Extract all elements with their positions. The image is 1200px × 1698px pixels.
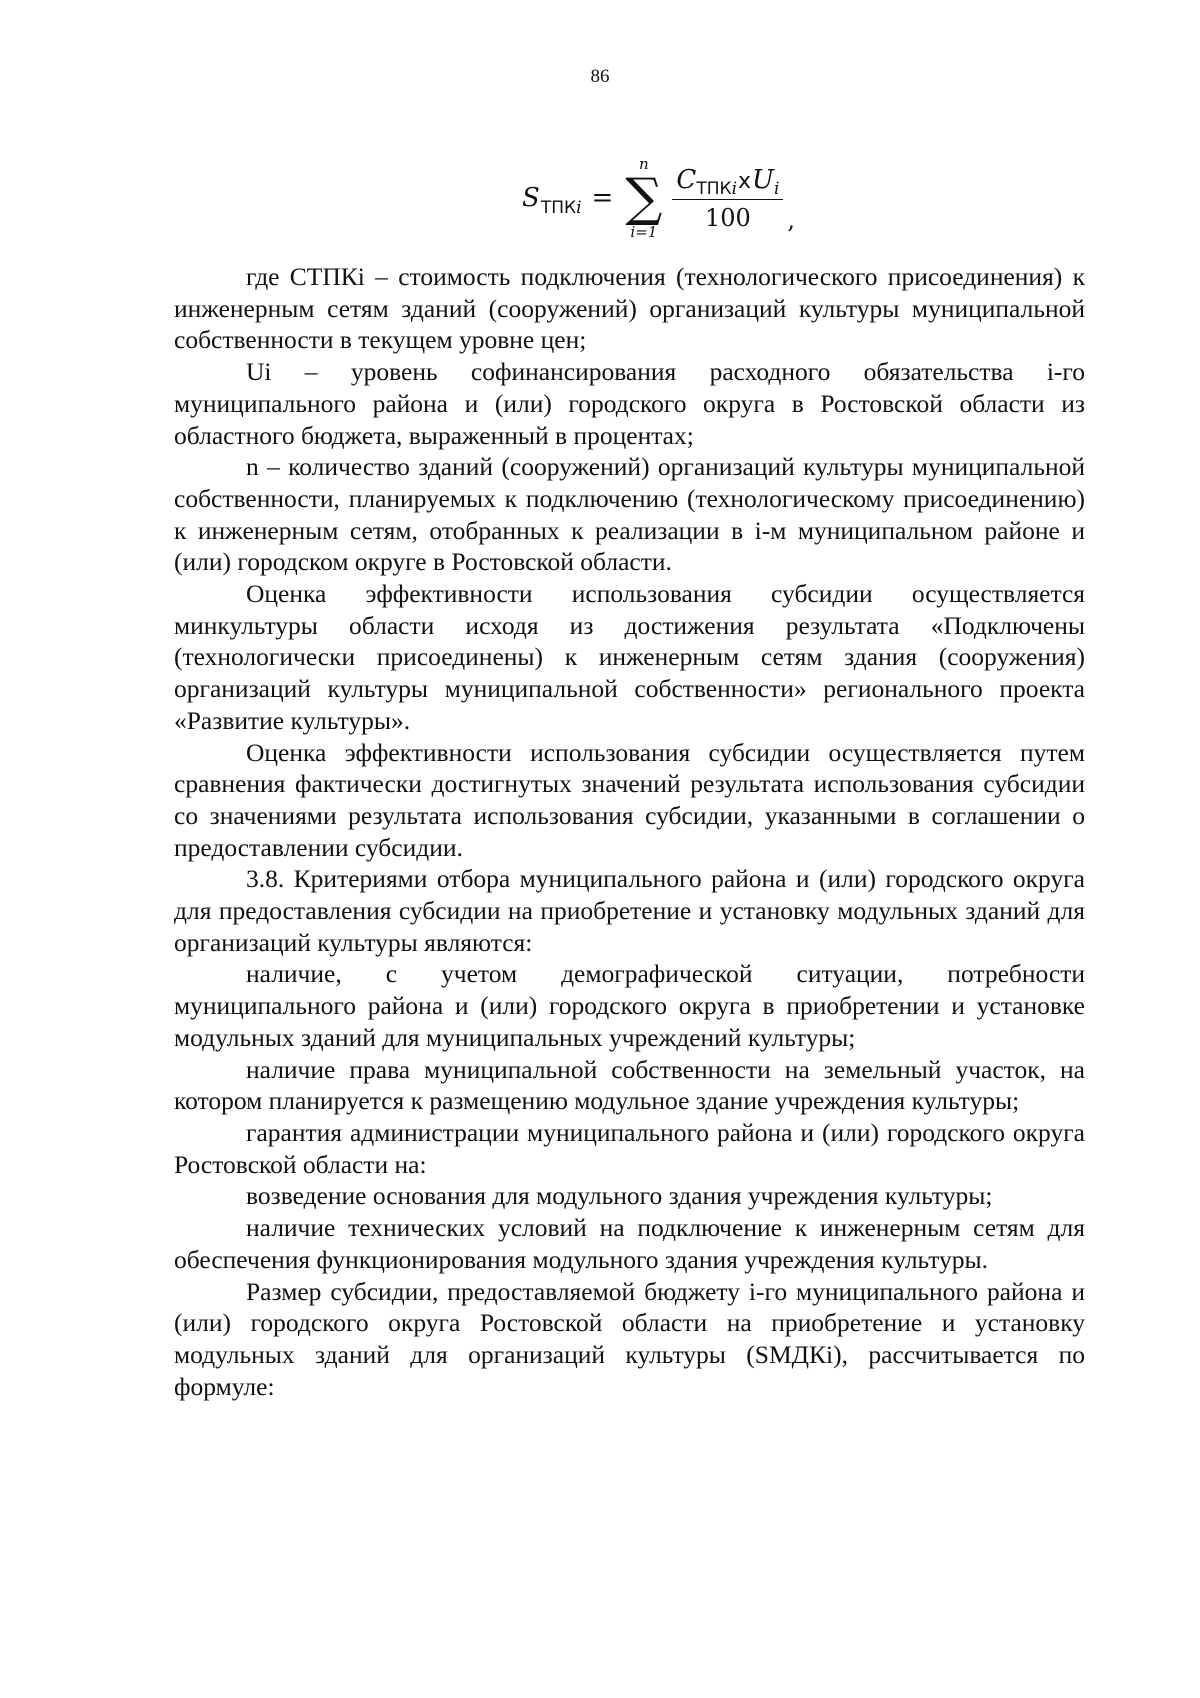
- paragraph-subsidy-size: Размер субсидии, предоставляемой бюджету i-го муниципального района и (или) городского округа Ростовской области на приобретение и установку модульных зданий для организаций культуры (SМДКi), рассчитывается по формуле:: [174, 1276, 1085, 1401]
- paragraph-criterion-demand: наличие, с учетом демографической ситуации, потребности муниципального района и (или) городского округа в приобретении и установке модульных зданий для муниципальных учреждений культуры;: [174, 959, 1085, 1052]
- paragraph-section-3-8: 3.8. Критериями отбора муниципального района и (или) городского округа для предоставления субсидии на приобретение и установку модульных зданий для организаций культуры являются:: [174, 864, 1085, 957]
- formula-lhs: [522, 183, 582, 218]
- document-body: [174, 261, 1085, 1402]
- formula-numerator-factor-index: i: [773, 178, 780, 199]
- formula-numerator-factor: U: [752, 164, 774, 195]
- formula-equals: =: [591, 183, 614, 213]
- formula-numerator-subscript-text: ТПК: [696, 178, 732, 199]
- formula-numerator-symbol: C: [676, 164, 697, 195]
- paragraph-ctpk-definition: где СТПКi – стоимость подключения (технологического присоединения) к инженерным сетям зданий (сооружений) организаций культуры муниципальной собственности в текущем уровне цен;: [174, 262, 1085, 355]
- paragraph-efficiency-assessment: Оценка эффективности использования субсидии осуществляется минкультуры области исходя из достижения результата «Подключены (технологически присоединены) к инженерным сетям здания (сооружения) организаций культуры муниципальной собственности» регионального проекта «Развитие культуры».: [174, 579, 1085, 735]
- formula-numerator-index: i: [731, 178, 738, 199]
- formula-sum-upper: n: [639, 155, 649, 173]
- formula-tpk: [522, 148, 795, 248]
- paragraph-efficiency-comparison: Оценка эффективности использования субсидии осуществляется путем сравнения фактически достигнутых значений результата использования субсидии со значениями результата использования субсидии, указанными в соглашении о предоставлении субсидии.: [174, 737, 1085, 862]
- paragraph-criterion-guarantee: гарантия администрации муниципального района и (или) городского округа Ростовской области на:: [174, 1117, 1085, 1179]
- formula-lhs-symbol: S: [522, 183, 540, 213]
- page-number: 86: [590, 66, 610, 87]
- formula-lhs-subscript-text: ТПК: [540, 198, 577, 218]
- formula-sum-symbol: ∑: [625, 168, 663, 228]
- formula-lhs-subscript: [541, 198, 582, 218]
- formula-sum-lower: i=1: [630, 223, 658, 241]
- formula-lhs-index: i: [576, 198, 582, 218]
- formula-denominator: 100: [705, 203, 751, 232]
- paragraph-criterion-land: наличие права муниципальной собственности на земельный участок, на котором планируется к размещению модульное здание учреждения культуры;: [174, 1054, 1085, 1116]
- formula-trailing-comma: ,: [787, 206, 796, 234]
- formula-numerator-subscript: [696, 179, 737, 199]
- paragraph-ui-definition: Ui – уровень софинансирования расходного обязательства i-го муниципального района и (или) городского округа в Ростовской области из областного бюджета, выраженный в процентах;: [174, 357, 1085, 450]
- paragraph-guarantee-foundation: возведение основания для модульного здания учреждения культуры;: [246, 1181, 993, 1211]
- formula-multiply-sign: x: [738, 168, 752, 194]
- paragraph-n-definition: n – количество зданий (сооружений) организаций культуры муниципальной собственности, планируемых к подключению (технологическому присоединению) к инженерным сетям, отобранных к реализации в i-м муниципальном районе и (или) городском округе в Ростовской области.: [174, 452, 1085, 577]
- formula-numerator: [672, 165, 783, 200]
- paragraph-guarantee-utilities: наличие технических условий на подключение к инженерным сетям для обеспечения функционирования модульного здания учреждения культуры.: [174, 1213, 1085, 1274]
- formula-sum: [625, 156, 662, 240]
- formula-fraction: [672, 165, 783, 232]
